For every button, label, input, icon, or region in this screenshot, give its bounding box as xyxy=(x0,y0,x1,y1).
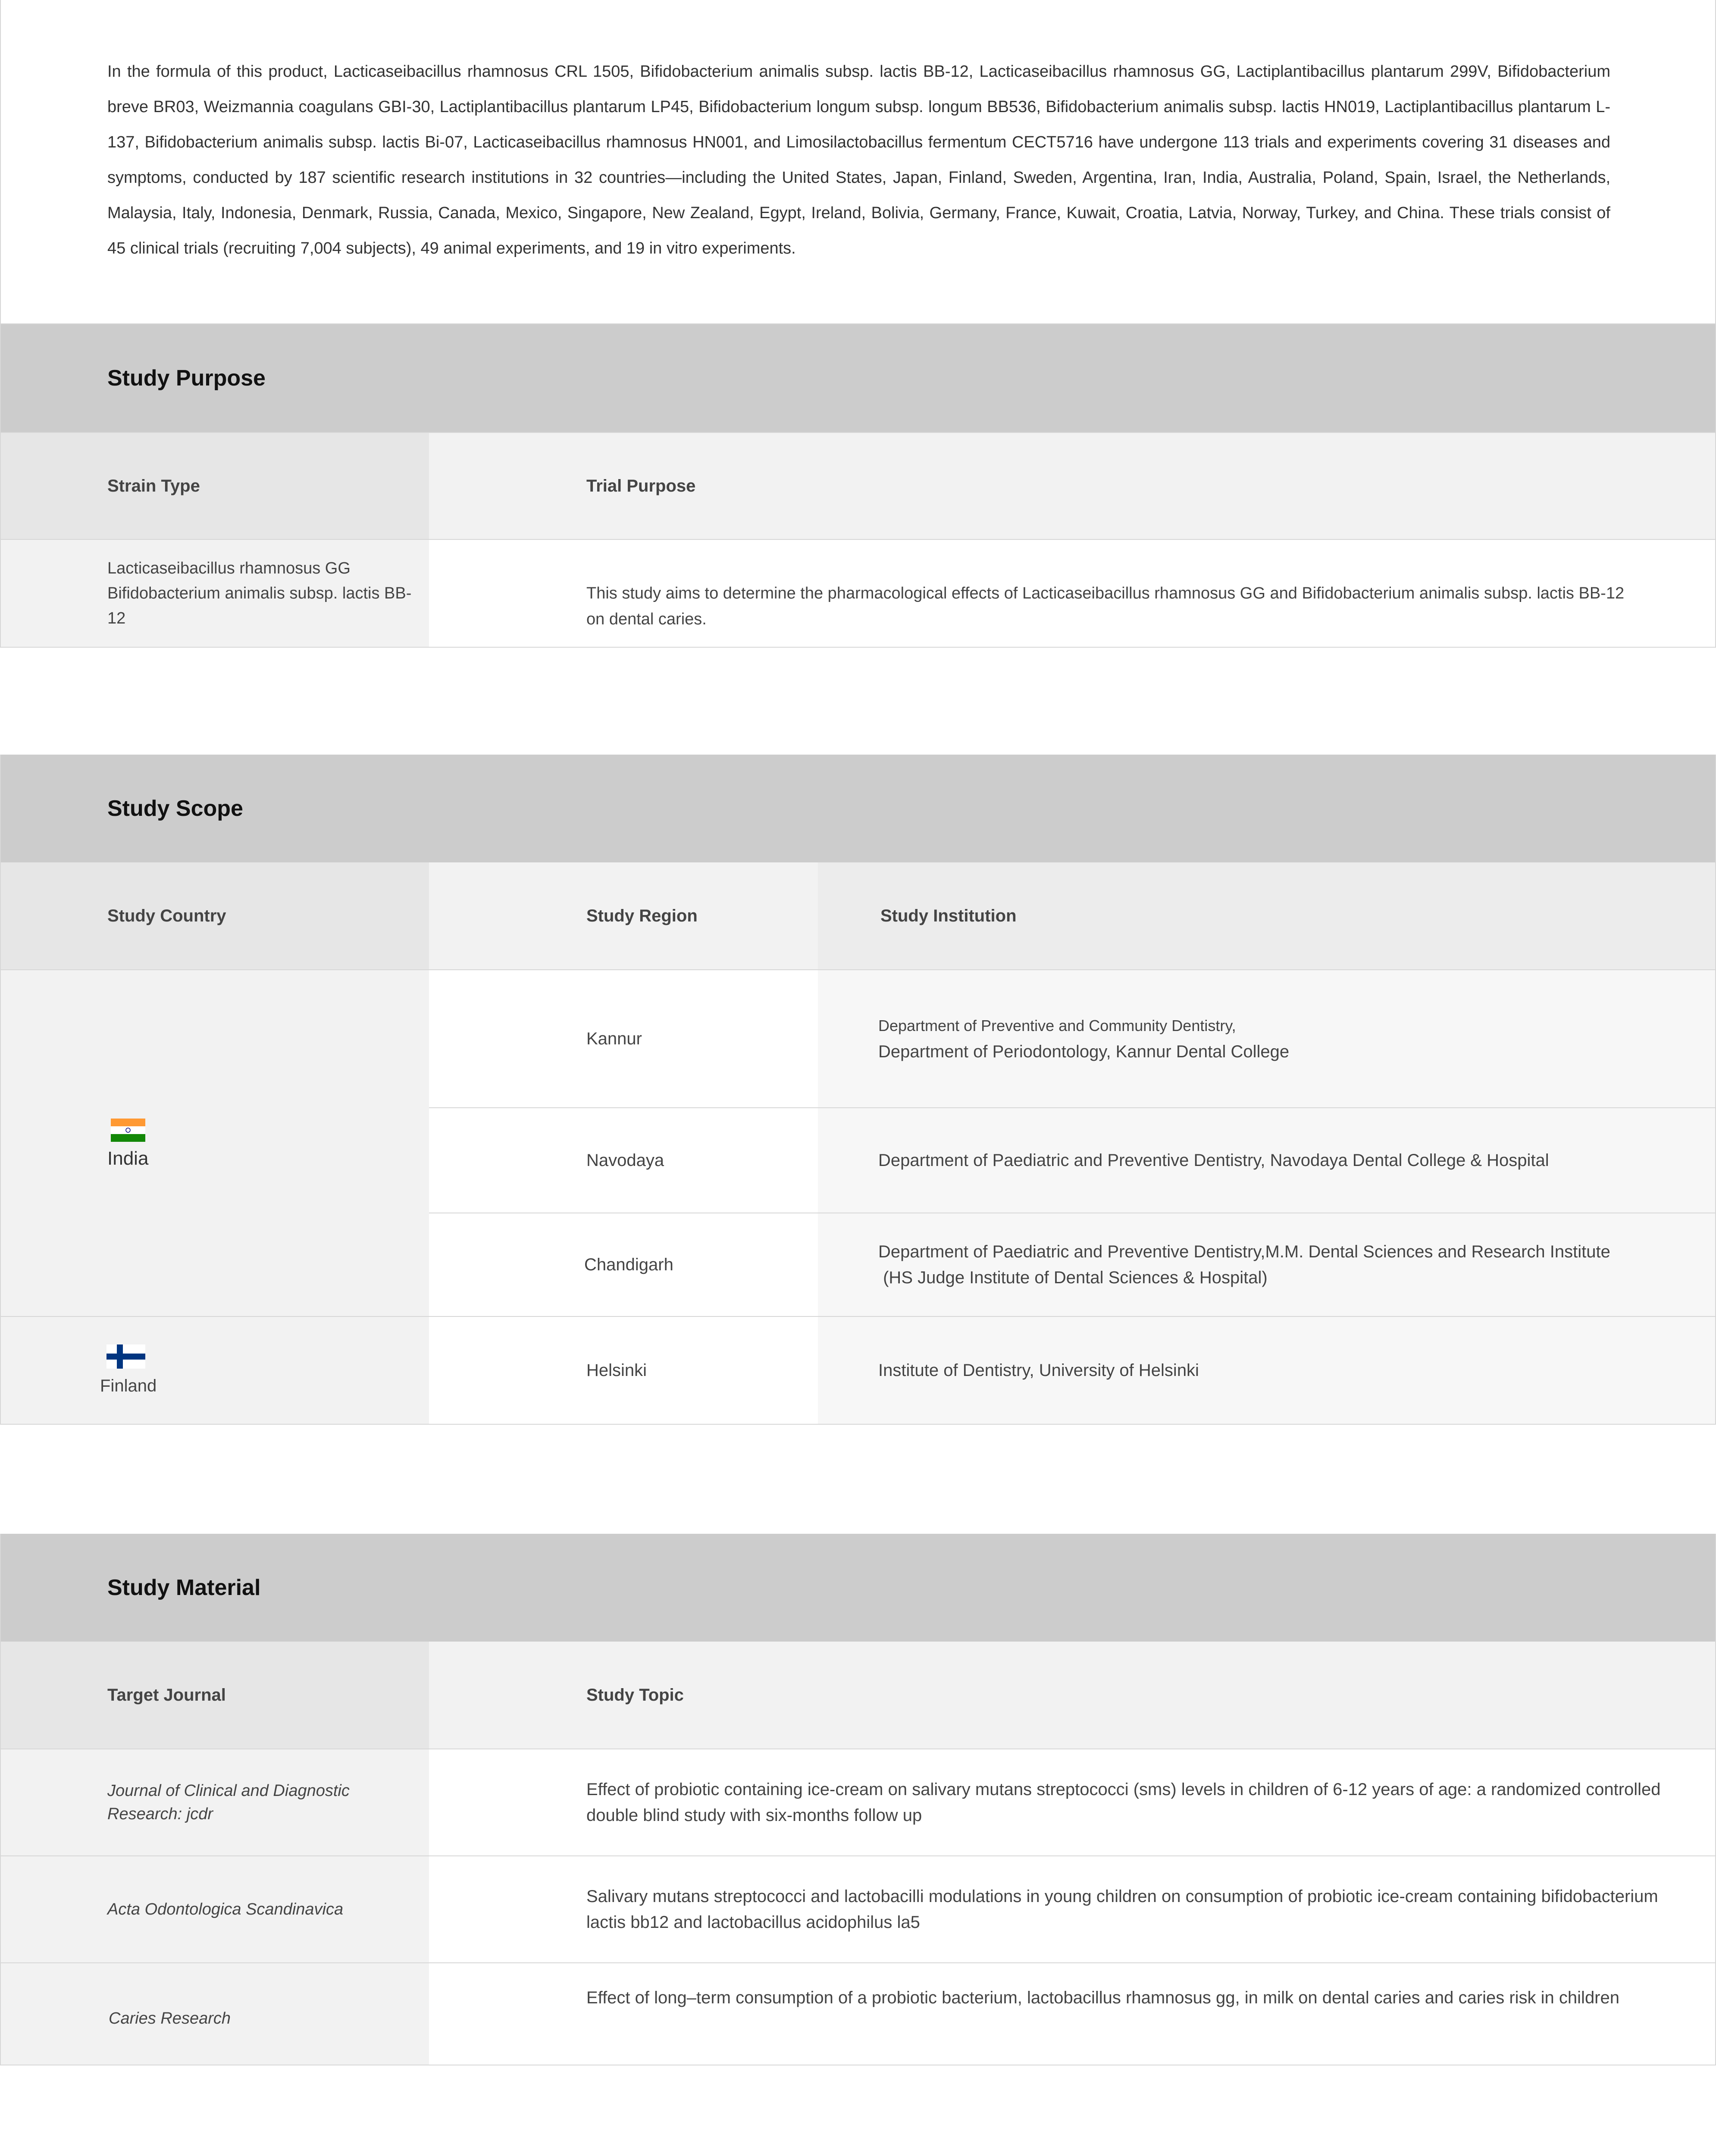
region-cell xyxy=(429,970,818,1108)
trial-purpose-cell xyxy=(429,540,1715,648)
study-material-table xyxy=(0,1642,1716,2065)
institution-line: Institute of Dentistry, University of Helsinki xyxy=(878,1361,1199,1380)
region-name: Chandigarh xyxy=(584,1255,673,1274)
journal-name: Caries Research xyxy=(109,2009,231,2028)
header-label: Trial Purpose xyxy=(586,476,696,495)
topic-line: lactis bb12 and lactobacillus acidophilus la5 xyxy=(586,1913,920,1932)
finland-flag-icon xyxy=(106,1344,145,1369)
intro-panel xyxy=(0,0,1716,324)
institution-cell xyxy=(818,1317,1715,1424)
study-topic-header xyxy=(429,1642,1715,1749)
region-name: Kannur xyxy=(586,1029,642,1048)
institution-line: Department of Paediatric and Preventive Dentistry,M.M. Dental Sciences and Research Institute xyxy=(878,1242,1610,1261)
strain-name: Bifidobacterium animalis subsp. lactis BB-12 xyxy=(107,584,412,627)
study-region-header xyxy=(429,862,818,970)
header-label: Study Topic xyxy=(586,1685,684,1705)
country-name: India xyxy=(107,1148,149,1169)
region-name: Helsinki xyxy=(586,1361,647,1380)
country-name: Finland xyxy=(100,1376,157,1395)
topic-line: Effect of long–term consumption of a probiotic bacterium, lactobacillus rhamnosus gg, in milk on dental caries and caries risk in children xyxy=(586,1988,1619,2007)
trial-purpose-header xyxy=(429,432,1715,540)
institution-line: Department of Paediatric and Preventive Dentistry, Navodaya Dental College & Hospital xyxy=(878,1151,1549,1170)
header-label: Target Journal xyxy=(107,1685,226,1705)
journal-name: Research: jcdr xyxy=(107,1805,213,1823)
region-cell xyxy=(429,1213,818,1317)
strain-type-header xyxy=(1,432,429,540)
topic-line: double blind study with six-months follow up xyxy=(586,1806,922,1825)
region-cell xyxy=(429,1108,818,1213)
section-title: Study Purpose xyxy=(107,366,266,391)
journal-cell xyxy=(1,1856,429,1963)
topic-cell xyxy=(429,1749,1715,1856)
study-country-header xyxy=(1,862,429,970)
header-label: Study Country xyxy=(107,906,226,925)
journal-name: Acta Odontologica Scandinavica xyxy=(107,1900,344,1918)
institution-cell xyxy=(818,1108,1715,1213)
institution-line: Department of Preventive and Community Dentistry, xyxy=(878,1017,1236,1034)
topic-line: Salivary mutans streptococci and lactobacilli modulations in young children on consumption of probiotic ice-cream containing bifidobacterium xyxy=(586,1887,1658,1906)
trial-purpose-text: This study aims to determine the pharmacological effects of Lacticaseibacillus rhamnosus GG and Bifidobacterium animalis subsp. lactis BB-12 on dental caries. xyxy=(586,584,1625,628)
country-cell-finland xyxy=(1,1317,429,1424)
study-institution-header xyxy=(818,862,1715,970)
journal-cell xyxy=(1,1963,429,2065)
study-scope-header xyxy=(0,755,1716,862)
section-title: Study Scope xyxy=(107,796,243,821)
india-flag-icon xyxy=(111,1119,145,1142)
institution-line: (HS Judge Institute of Dental Sciences & Hospital) xyxy=(878,1268,1268,1287)
header-label: Study Institution xyxy=(880,906,1017,925)
strain-type-cell xyxy=(1,540,429,648)
study-scope-table xyxy=(0,862,1716,1425)
study-purpose-header xyxy=(0,324,1716,432)
topic-line: Effect of probiotic containing ice-cream on salivary mutans streptococci (sms) levels in children of 6-12 years of age: a randomized controlled xyxy=(586,1780,1661,1799)
study-purpose-table xyxy=(0,432,1716,648)
institution-line: Department of Periodontology, Kannur Dental College xyxy=(878,1042,1290,1061)
region-name: Navodaya xyxy=(586,1151,664,1170)
strain-name: Lacticaseibacillus rhamnosus GG xyxy=(107,559,351,577)
institution-cell xyxy=(818,970,1715,1108)
target-journal-header xyxy=(1,1642,429,1749)
institution-cell xyxy=(818,1213,1715,1317)
header-label: Strain Type xyxy=(107,476,200,495)
intro-paragraph: In the formula of this product, Lacticaseibacillus rhamnosus CRL 1505, Bifidobacterium animalis subsp. lactis BB-12, Lacticaseibacillus rhamnosus GG, Lactiplantibacillus plantarum 299V, Bifidobacterium breve BR03, Weizmannia coagulans GBI-30, Lactiplantibacillus plantarum LP45, Bifidobacterium longum subsp. longum BB536, Bifidobacterium animalis subsp. lactis HN019, Lactiplantibacillus plantarum L-137, Bifidobacterium animalis subsp. lactis Bi-07, Lacticaseibacillus rhamnosus HN001, and Limosilactobacillus fermentum CECT5716 have undergone 113 trials and experiments covering 31 diseases and symptoms, conducted by 187 scientific research institutions in 32 countries—including the United States, Japan, Finland, Sweden, Argentina, Iran, India, Australia, Poland, Spain, Israel, the Netherlands, Malaysia, Italy, Indonesia, Denmark, Russia, Canada, Mexico, Singapore, New Zealand, Egypt, Ireland, Bolivia, Germany, France, Kuwait, Croatia, Latvia, Norway, Turkey, and China. These trials consist of 45 clinical trials (recruiting 7,004 subjects), 49 animal experiments, and 19 in vitro experiments. xyxy=(107,63,1610,257)
journal-cell xyxy=(1,1749,429,1856)
country-cell-india xyxy=(1,970,429,1317)
header-label: Study Region xyxy=(586,906,698,925)
section-title: Study Material xyxy=(107,1575,261,1600)
topic-cell xyxy=(429,1856,1715,1963)
topic-cell xyxy=(429,1963,1715,2065)
region-cell xyxy=(429,1317,818,1424)
journal-name: Journal of Clinical and Diagnostic xyxy=(107,1782,350,1800)
study-material-header xyxy=(0,1534,1716,1642)
